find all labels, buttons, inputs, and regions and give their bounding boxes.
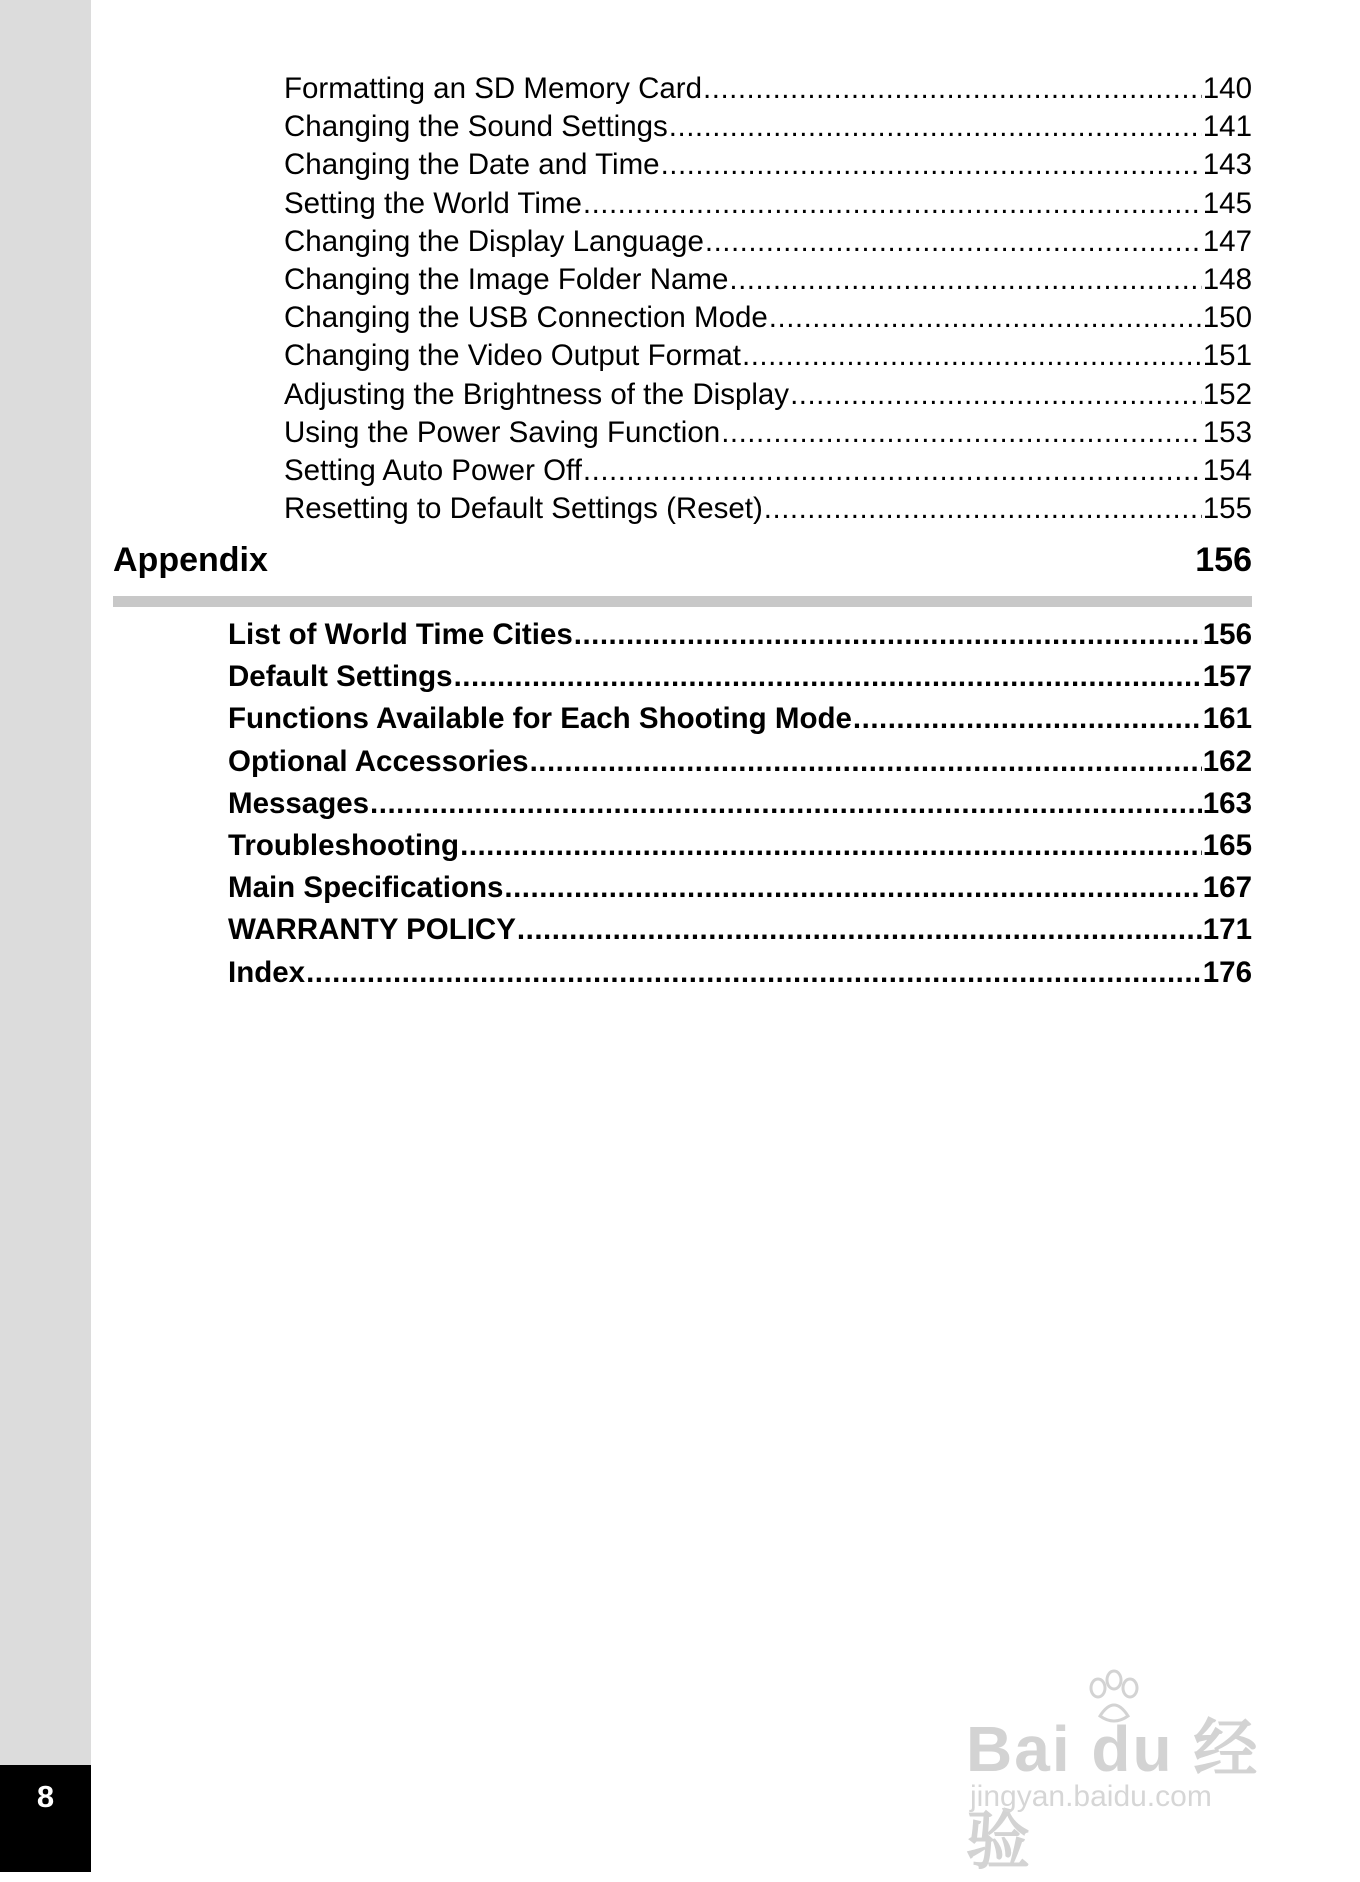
toc-entry-title: Functions Available for Each Shooting Mode — [228, 702, 852, 736]
toc-entry[interactable] — [228, 783, 1252, 825]
toc-entry-page: 150 — [1202, 301, 1252, 335]
baidu-watermark — [966, 1668, 1286, 1877]
toc-entry-title: WARRANTY POLICY — [228, 913, 516, 947]
toc-entry-title: Index — [228, 955, 306, 989]
toc-entry-title: Changing the Sound Settings — [284, 110, 668, 144]
toc-entry-page: 140 — [1202, 72, 1252, 105]
toc-entry-title: Changing the Video Output Format — [284, 339, 741, 373]
toc-entry-title: Resetting to Default Settings (Reset) — [284, 492, 763, 526]
toc-entry-page: 155 — [1202, 492, 1252, 526]
toc-entry[interactable] — [284, 146, 1252, 184]
toc-entry[interactable] — [284, 452, 1252, 490]
toc-entry-title: Setting Auto Power Off — [284, 453, 582, 487]
leader-dots — [583, 185, 1202, 223]
toc-entry-title: Default Settings — [228, 660, 453, 694]
toc-entry-page: 141 — [1202, 110, 1252, 144]
leader-dots — [769, 299, 1202, 337]
toc-entry-title: Setting the World Time — [284, 186, 582, 220]
leader-dots — [853, 698, 1202, 740]
toc-entry-page: 153 — [1202, 415, 1252, 449]
toc-entry-page: 156 — [1202, 618, 1252, 651]
toc-entry-title: Formatting an SD Memory Card — [284, 72, 703, 105]
leader-dots — [790, 376, 1202, 414]
leader-dots — [460, 825, 1202, 867]
leader-dots — [574, 614, 1202, 656]
toc-entry-title: Troubleshooting — [228, 828, 460, 862]
toc-entry[interactable] — [284, 185, 1252, 223]
toc-top-list — [284, 70, 1252, 528]
leader-dots — [306, 952, 1202, 994]
leader-dots — [530, 741, 1202, 783]
toc-entry[interactable] — [284, 108, 1252, 146]
toc-entry-page: 162 — [1202, 744, 1252, 778]
leader-dots — [703, 70, 1202, 108]
toc-entry-page: 145 — [1202, 186, 1252, 220]
section-heading-appendix[interactable] — [113, 536, 1252, 584]
toc-entry[interactable] — [284, 376, 1252, 414]
toc-entry[interactable] — [284, 261, 1252, 299]
page-number-tab — [0, 1765, 91, 1872]
toc-entry-title: List of World Time Cities — [228, 618, 573, 651]
toc-entry[interactable] — [228, 656, 1252, 698]
section-page: 156 — [1195, 541, 1252, 579]
section-title: Appendix — [113, 541, 268, 579]
toc-entry[interactable] — [284, 414, 1252, 452]
toc-entry[interactable] — [228, 614, 1252, 656]
watermark-logo-text: Bai du 经验 — [966, 1713, 1260, 1877]
toc-entry-page: 148 — [1202, 262, 1252, 296]
toc-entry[interactable] — [228, 825, 1252, 867]
toc-entry[interactable] — [284, 223, 1252, 261]
section-divider — [113, 596, 1252, 607]
page-number: 8 — [36, 1779, 55, 1814]
toc-entry[interactable] — [228, 909, 1252, 951]
toc-entry-title: Messages — [228, 786, 370, 820]
toc-entry-page: 147 — [1202, 224, 1252, 258]
toc-entry-page: 157 — [1202, 660, 1252, 694]
toc-entry[interactable] — [284, 490, 1252, 528]
leader-dots — [721, 414, 1202, 452]
leader-dots — [454, 656, 1202, 698]
toc-appendix-list — [228, 614, 1252, 994]
toc-entry-title: Changing the Date and Time — [284, 148, 660, 182]
toc-entry-title: Main Specifications — [228, 871, 504, 905]
toc-entry[interactable] — [228, 867, 1252, 909]
leader-dots — [742, 337, 1202, 375]
toc-entry-page: 165 — [1202, 828, 1252, 862]
toc-entry-page: 152 — [1202, 377, 1252, 411]
toc-entry[interactable] — [284, 337, 1252, 375]
leader-dots — [370, 783, 1202, 825]
toc-entry[interactable] — [284, 70, 1252, 108]
leader-dots — [705, 223, 1202, 261]
toc-entry-title: Changing the USB Connection Mode — [284, 301, 768, 335]
toc-entry-page: 163 — [1202, 786, 1252, 820]
toc-entry-page: 176 — [1202, 955, 1252, 989]
leader-dots — [661, 146, 1202, 184]
toc-entry[interactable] — [284, 299, 1252, 337]
leader-dots — [504, 867, 1201, 909]
leader-dots — [764, 490, 1202, 528]
toc-entry[interactable] — [228, 698, 1252, 740]
toc-entry-page: 143 — [1202, 148, 1252, 182]
toc-entry-page: 154 — [1202, 453, 1252, 487]
toc-entry-page: 167 — [1202, 871, 1252, 905]
side-margin-bar — [0, 0, 91, 1872]
leader-dots — [669, 108, 1202, 146]
toc-entry[interactable] — [228, 741, 1252, 783]
toc-entry-title: Using the Power Saving Function — [284, 415, 721, 449]
toc-entry-page: 171 — [1202, 913, 1252, 947]
leader-dots — [517, 909, 1202, 951]
toc-entry[interactable] — [228, 952, 1252, 994]
toc-entry-page: 161 — [1202, 702, 1252, 736]
toc-entry-title: Adjusting the Brightness of the Display — [284, 377, 790, 411]
leader-dots — [729, 261, 1201, 299]
toc-entry-title: Changing the Image Folder Name — [284, 262, 729, 296]
toc-entry-page: 151 — [1202, 339, 1252, 373]
watermark-url: jingyan.baidu.com — [970, 1780, 1212, 1813]
leader-dots — [583, 452, 1202, 490]
toc-entry-title: Changing the Display Language — [284, 224, 704, 258]
toc-entry-title: Optional Accessories — [228, 744, 529, 778]
